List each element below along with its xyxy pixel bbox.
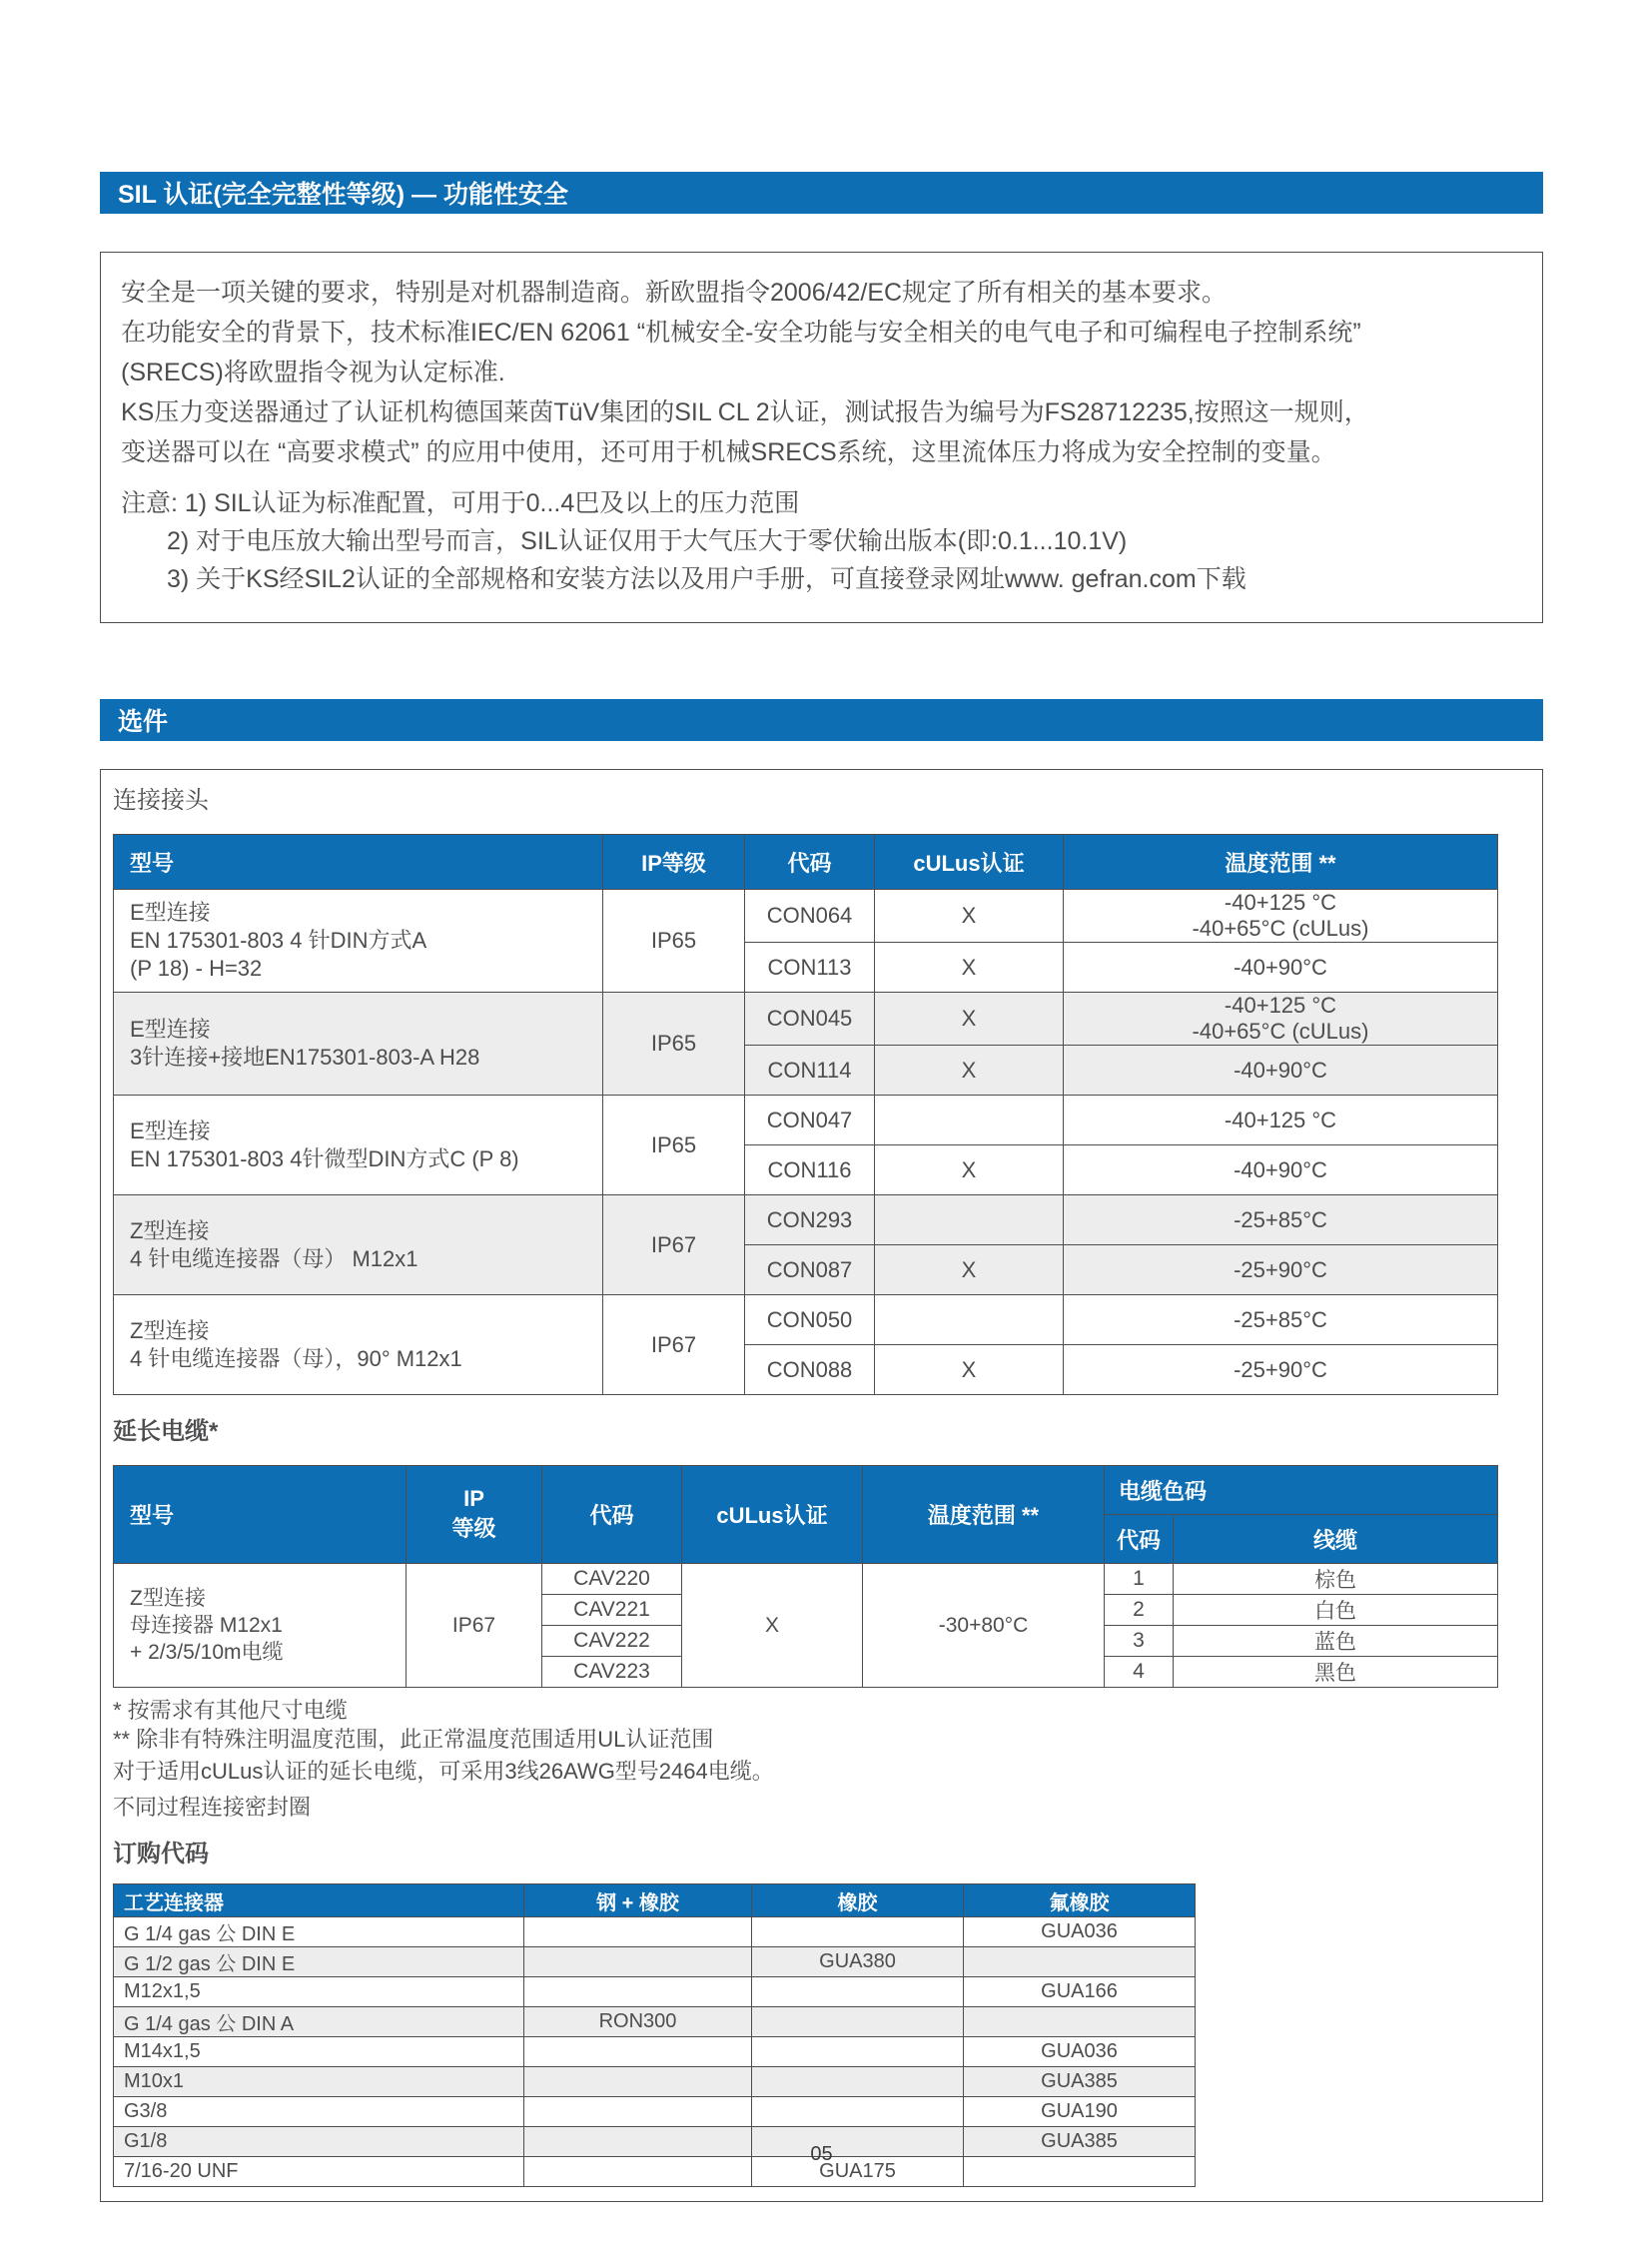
cell-ip: IP67	[407, 1564, 542, 1688]
cell-code: CAV222	[542, 1626, 682, 1657]
cell-culus	[875, 1096, 1064, 1145]
connectors-table	[113, 834, 1498, 1395]
cables-label: 延长电缆*	[113, 1418, 219, 1445]
model-line: Z型连接	[130, 1587, 206, 1610]
cell-code: CAV221	[542, 1595, 682, 1626]
model-line: EN 175301-803 4针微型DIN方式C (P 8)	[130, 1145, 519, 1171]
cell-temp: -40+90°C	[1064, 1046, 1498, 1096]
cell-connector-name: M14x1,5	[114, 2037, 524, 2067]
cell-color-wire: 黑色	[1174, 1657, 1498, 1688]
sil-section-title-bar	[100, 172, 1543, 214]
cell-temp: -25+90°C	[1064, 1245, 1498, 1295]
ordering-table	[113, 1883, 1196, 2187]
table-row	[114, 1917, 1196, 1947]
cell-steel-rubber	[524, 1977, 752, 2007]
cell-ip: IP65	[603, 890, 745, 993]
cell-rubber: GUA380	[752, 1947, 964, 1977]
footnote-line: ** 除非有特殊注明温度范围，此正常温度范围适用UL认证范围	[113, 1727, 714, 1752]
model-line: 4 针电缆连接器（母），90° M12x1	[130, 1345, 462, 1371]
cell-culus	[875, 1195, 1064, 1245]
header-ip-line: IP	[463, 1486, 484, 1511]
cell-ip: IP67	[603, 1195, 745, 1295]
header-model: 型号	[114, 835, 603, 890]
footnote-line: * 按需求有其他尺寸电缆	[113, 1698, 348, 1723]
cell-ip: IP67	[603, 1295, 745, 1395]
connectors-header-row	[114, 835, 1498, 890]
header-color-code: 代码	[1105, 1515, 1174, 1564]
cell-fkm: GUA385	[964, 2067, 1196, 2097]
cell-temp: -40+90°C	[1064, 1145, 1498, 1195]
sil-section-title: SIL 认证(完全完整性等级) — 功能性安全	[118, 181, 568, 209]
cell-connector-name: M10x1	[114, 2067, 524, 2097]
header-cable-colorcode: 电缆色码	[1105, 1466, 1498, 1515]
cell-model	[114, 993, 603, 1096]
header-temp: 温度范围 **	[1064, 835, 1498, 890]
model-line: E型连接	[130, 900, 211, 925]
options-section-title: 选件	[118, 708, 169, 736]
model-line: 4 针电缆连接器（母） M12x1	[130, 1245, 418, 1271]
cell-connector-name: M12x1,5	[114, 1977, 524, 2007]
table-row	[114, 1564, 1498, 1595]
cell-code: CON064	[745, 890, 875, 943]
cell-steel-rubber	[524, 2097, 752, 2127]
connectors-label: 连接接头	[113, 787, 209, 814]
cables-table	[113, 1465, 1498, 1688]
cell-model	[114, 1195, 603, 1295]
cell-steel-rubber	[524, 1917, 752, 1947]
cell-rubber	[752, 2067, 964, 2097]
cell-steel-rubber	[524, 1947, 752, 1977]
cell-model	[114, 1295, 603, 1395]
header-color-wire: 线缆	[1174, 1515, 1498, 1564]
cell-rubber	[752, 2037, 964, 2067]
cell-fkm	[964, 2007, 1196, 2037]
model-line: EN 175301-803 4 针DIN方式A	[130, 928, 427, 953]
table-row	[114, 890, 1498, 943]
cell-fkm	[964, 1947, 1196, 1977]
cell-fkm: GUA385	[964, 2127, 1196, 2157]
table-row	[114, 2007, 1196, 2037]
cell-ip: IP65	[603, 1096, 745, 1195]
temp-line: -40+65°C (cULus)	[1192, 1019, 1369, 1044]
cell-code: CON114	[745, 1046, 875, 1096]
cell-temp	[1064, 993, 1498, 1046]
model-line: 母连接器 M12x1	[130, 1614, 283, 1637]
sil-paragraph-line: KS压力变送器通过了认证机构德国莱茵TüV集团的SIL CL 2认证，测试报告为编号为FS28712235,按照这一规则，	[121, 398, 1369, 426]
cell-connector-name: G1/8	[114, 2127, 524, 2157]
cell-fkm: GUA190	[964, 2097, 1196, 2127]
sil-note-line: 注意: 1) SIL认证为标准配置，可用于0...4巴及以上的压力范围	[121, 489, 800, 517]
cell-connector-name: G3/8	[114, 2097, 524, 2127]
model-line: E型连接	[130, 1118, 211, 1143]
cables-header-row	[114, 1466, 1498, 1515]
header-culus: cULus认证	[682, 1466, 863, 1564]
header-ip: IP等级	[603, 835, 745, 890]
cell-color-code: 4	[1105, 1657, 1174, 1688]
options-box	[100, 769, 1543, 2202]
cell-connector-name: G 1/4 gas 公 DIN E	[114, 1917, 524, 1947]
cell-fkm: GUA036	[964, 2037, 1196, 2067]
cell-code: CAV223	[542, 1657, 682, 1688]
header-code: 代码	[542, 1466, 682, 1564]
header-steel-rubber: 钢 + 橡胶	[524, 1884, 752, 1917]
table-row	[114, 1295, 1498, 1345]
sil-note-line: 2) 对于电压放大输出型号而言，SIL认证仅用于大气压大于零伏输出版本(即:0.1...10.1V)	[167, 527, 1128, 555]
model-line: + 2/3/5/10m电缆	[130, 1641, 284, 1664]
cell-culus	[875, 1295, 1064, 1345]
sil-paragraph-line: (SRECS)将欧盟指令视为认定标准.	[121, 359, 505, 386]
cell-steel-rubber	[524, 2037, 752, 2067]
model-line: E型连接	[130, 1017, 211, 1042]
cell-rubber: GUA175	[752, 2157, 964, 2187]
cell-connector-name: G 1/4 gas 公 DIN A	[114, 2007, 524, 2037]
cell-culus: X	[875, 1046, 1064, 1096]
cell-code: CON047	[745, 1096, 875, 1145]
cell-model	[114, 1096, 603, 1195]
header-model: 型号	[114, 1466, 407, 1564]
cell-culus: X	[875, 943, 1064, 993]
header-process-connector: 工艺连接器	[114, 1884, 524, 1917]
sil-paragraph-line: 安全是一项关键的要求，特别是对机器制造商。新欧盟指令2006/42/EC规定了所有相关的基本要求。	[121, 279, 1228, 307]
cell-code: CON087	[745, 1245, 875, 1295]
temp-line: -40+65°C (cULus)	[1192, 916, 1369, 941]
ordering-header-row	[114, 1884, 1196, 1917]
cell-temp	[1064, 890, 1498, 943]
cell-rubber	[752, 1977, 964, 2007]
cell-rubber	[752, 2097, 964, 2127]
table-row	[114, 1195, 1498, 1245]
header-ip	[407, 1466, 542, 1564]
cell-fkm: GUA036	[964, 1917, 1196, 1947]
sil-text-box	[100, 252, 1543, 623]
cell-color-code: 1	[1105, 1564, 1174, 1595]
temp-line: -40+125 °C	[1224, 890, 1337, 915]
cell-color-code: 2	[1105, 1595, 1174, 1626]
temp-line: -40+125 °C	[1224, 993, 1337, 1018]
cell-model	[114, 1564, 407, 1688]
cell-temp: -25+85°C	[1064, 1195, 1498, 1245]
footnote-line: 不同过程连接密封圈	[113, 1795, 312, 1820]
sil-notes-block	[121, 484, 1522, 598]
cell-steel-rubber: RON300	[524, 2007, 752, 2037]
cell-temp: -40+125 °C	[1064, 1096, 1498, 1145]
header-rubber: 橡胶	[752, 1884, 964, 1917]
page-number: 05	[810, 2143, 833, 2165]
sil-paragraph-line: 在功能安全的背景下，技术标准IEC/EN 62061 “机械安全-安全功能与安全相关的电气电子和可编程电子控制系统”	[121, 319, 1361, 347]
table-row	[114, 2067, 1196, 2097]
cell-steel-rubber	[524, 2067, 752, 2097]
cables-footnotes	[113, 1696, 1530, 1826]
cell-color-wire: 棕色	[1174, 1564, 1498, 1595]
header-code: 代码	[745, 835, 875, 890]
sil-note-line: 3) 关于KS经SIL2认证的全部规格和安装方法以及用户手册，可直接登录网址www. gefran.com下载	[167, 565, 1246, 593]
model-line: 3针连接+接地EN175301-803-A H28	[130, 1045, 480, 1070]
header-temp: 温度范围 **	[863, 1466, 1105, 1564]
table-row	[114, 993, 1498, 1046]
ordering-label: 订购代码	[113, 1841, 209, 1868]
cell-code: CAV220	[542, 1564, 682, 1595]
cell-temp: -40+90°C	[1064, 943, 1498, 993]
cell-code: CON088	[745, 1345, 875, 1395]
header-fkm: 氟橡胶	[964, 1884, 1196, 1917]
cell-code: CON045	[745, 993, 875, 1046]
cell-ip: IP65	[603, 993, 745, 1096]
cell-color-wire: 蓝色	[1174, 1626, 1498, 1657]
footnote-line: 对于适用cULus认证的延长电缆，可采用3线26AWG型号2464电缆。	[113, 1759, 774, 1784]
table-row	[114, 2097, 1196, 2127]
cell-code: CON116	[745, 1145, 875, 1195]
cell-connector-name: 7/16-20 UNF	[114, 2157, 524, 2187]
cell-code: CON113	[745, 943, 875, 993]
cell-temp: -25+85°C	[1064, 1295, 1498, 1345]
options-section-title-bar	[100, 699, 1543, 741]
table-row	[114, 1977, 1196, 2007]
cell-temp: -30+80°C	[863, 1564, 1105, 1688]
table-row	[114, 1947, 1196, 1977]
table-row	[114, 2037, 1196, 2067]
cell-culus: X	[875, 1145, 1064, 1195]
cell-connector-name: G 1/2 gas 公 DIN E	[114, 1947, 524, 1977]
cell-code: CON050	[745, 1295, 875, 1345]
model-line: Z型连接	[130, 1317, 210, 1343]
cell-color-code: 3	[1105, 1626, 1174, 1657]
cell-rubber	[752, 2007, 964, 2037]
table-row	[114, 1096, 1498, 1145]
model-line: Z型连接	[130, 1217, 210, 1243]
cell-culus: X	[875, 1245, 1064, 1295]
cell-fkm: GUA166	[964, 1977, 1196, 2007]
header-culus: cULus认证	[875, 835, 1064, 890]
header-ip-line: 等级	[451, 1516, 496, 1541]
cell-color-wire: 白色	[1174, 1595, 1498, 1626]
cell-code: CON293	[745, 1195, 875, 1245]
cell-model	[114, 890, 603, 993]
sil-paragraph-line: 变送器可以在 “高要求模式” 的应用中使用，还可用于机械SRECS系统，这里流体压力将成为安全控制的变量。	[121, 438, 1336, 466]
cell-culus: X	[682, 1564, 863, 1688]
cell-temp: -25+90°C	[1064, 1345, 1498, 1395]
cell-culus: X	[875, 1345, 1064, 1395]
cell-rubber	[752, 1917, 964, 1947]
cell-culus: X	[875, 993, 1064, 1046]
cell-culus: X	[875, 890, 1064, 943]
model-line: (P 18) - H=32	[130, 956, 263, 981]
